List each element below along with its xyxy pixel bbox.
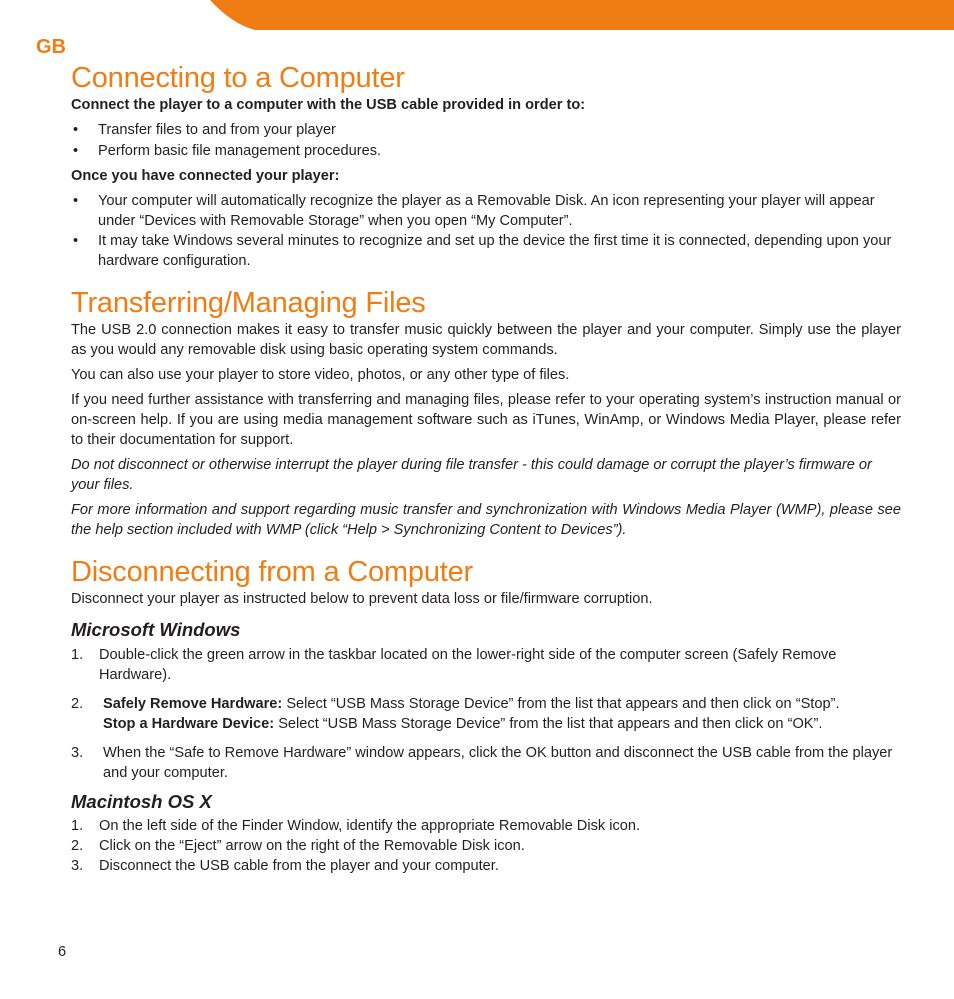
windows-steps-continued [71, 694, 901, 783]
mac-heading: Macintosh OS X [71, 791, 212, 812]
connected-subheading: Once you have connected your player: [71, 168, 340, 184]
list-item [71, 836, 901, 856]
page-number: 6 [58, 944, 67, 960]
connect-purpose-list [71, 120, 901, 161]
list-item: • It may take Windows several minutes to recognize and set up the device the first time it is connected, depending upon your hardware configuration. [71, 231, 901, 271]
page-content [71, 60, 901, 876]
step-number: 3. [71, 745, 84, 761]
step-number: 2. [71, 838, 84, 854]
wmp-note: For more information and support regarding music transfer and synchronization with Windows Media Player (WMP), please see the help section included with WMP (click “Help > Synchronizing Content to Devices”). [71, 502, 901, 538]
step-number: 2. [71, 696, 84, 712]
option-label: Safely Remove Hardware: [103, 696, 283, 712]
step-number: 3. [71, 858, 84, 874]
step-text: Click on the “Eject” arrow on the right of the Removable Disk icon. [99, 838, 525, 854]
header-orange-tab [0, 0, 954, 32]
section-title-transferring: Transferring/Managing Files [71, 287, 426, 319]
transfer-paragraph: The USB 2.0 connection makes it easy to transfer music quickly between the player and your computer. Simply use the player as you would any removable disk using basic operating system commands. [71, 322, 901, 358]
mac-steps [71, 816, 901, 876]
step-text: Disconnect the USB cable from the player and your computer. [99, 858, 499, 874]
transfer-paragraph: You can also use your player to store video, photos, or any other type of files. [71, 367, 570, 383]
step-number: 1. [71, 818, 84, 834]
transfer-paragraph: If you need further assistance with transferring and managing files, please refer to your operating system’s instruction manual or on-screen help. If you are using media management software such as iTunes, WinAmp, or Windows Media Player, please refer to their documentation for support. [71, 392, 901, 448]
list-item [71, 816, 901, 836]
option-text: Select “USB Mass Storage Device” from the list that appears and then click on “OK”. [274, 716, 823, 732]
windows-steps [71, 645, 901, 685]
language-code: GB [36, 36, 66, 58]
list-item: • Perform basic file management procedures. [71, 141, 901, 161]
list-item: • Your computer will automatically recognize the player as a Removable Disk. An icon representing your player will appear under “Devices with Removable Storage” when you open “My Computer”. [71, 191, 901, 231]
list-item [71, 694, 901, 734]
option-label: Stop a Hardware Device: [103, 716, 275, 732]
option-text: Select “USB Mass Storage Device” from the list that appears and then click on “Stop”. [282, 696, 840, 712]
step-text: When the “Safe to Remove Hardware” window appears, click the OK button and disconnect the USB cable from the player and your computer. [103, 745, 893, 781]
list-item: • Transfer files to and from your player [71, 120, 901, 140]
section-title-disconnecting: Disconnecting from a Computer [71, 556, 473, 588]
list-item [71, 645, 901, 685]
list-item [71, 856, 901, 876]
connect-intro: Connect the player to a computer with the USB cable provided in order to: [71, 97, 586, 113]
step-text: Double-click the green arrow in the taskbar located on the lower-right side of the computer screen (Safely Remove Hardware). [99, 647, 837, 683]
transfer-warning: Do not disconnect or otherwise interrupt the player during file transfer - this could damage or corrupt the player’s firmware or your files. [71, 457, 872, 493]
disconnect-intro: Disconnect your player as instructed below to prevent data loss or file/firmware corruption. [71, 591, 653, 607]
step-number: 1. [71, 647, 84, 663]
windows-heading: Microsoft Windows [71, 619, 241, 640]
list-item [71, 743, 901, 783]
section-title-connecting: Connecting to a Computer [71, 62, 405, 94]
step-text: On the left side of the Finder Window, identify the appropriate Removable Disk icon. [99, 818, 641, 834]
connected-notes-list [71, 191, 901, 271]
